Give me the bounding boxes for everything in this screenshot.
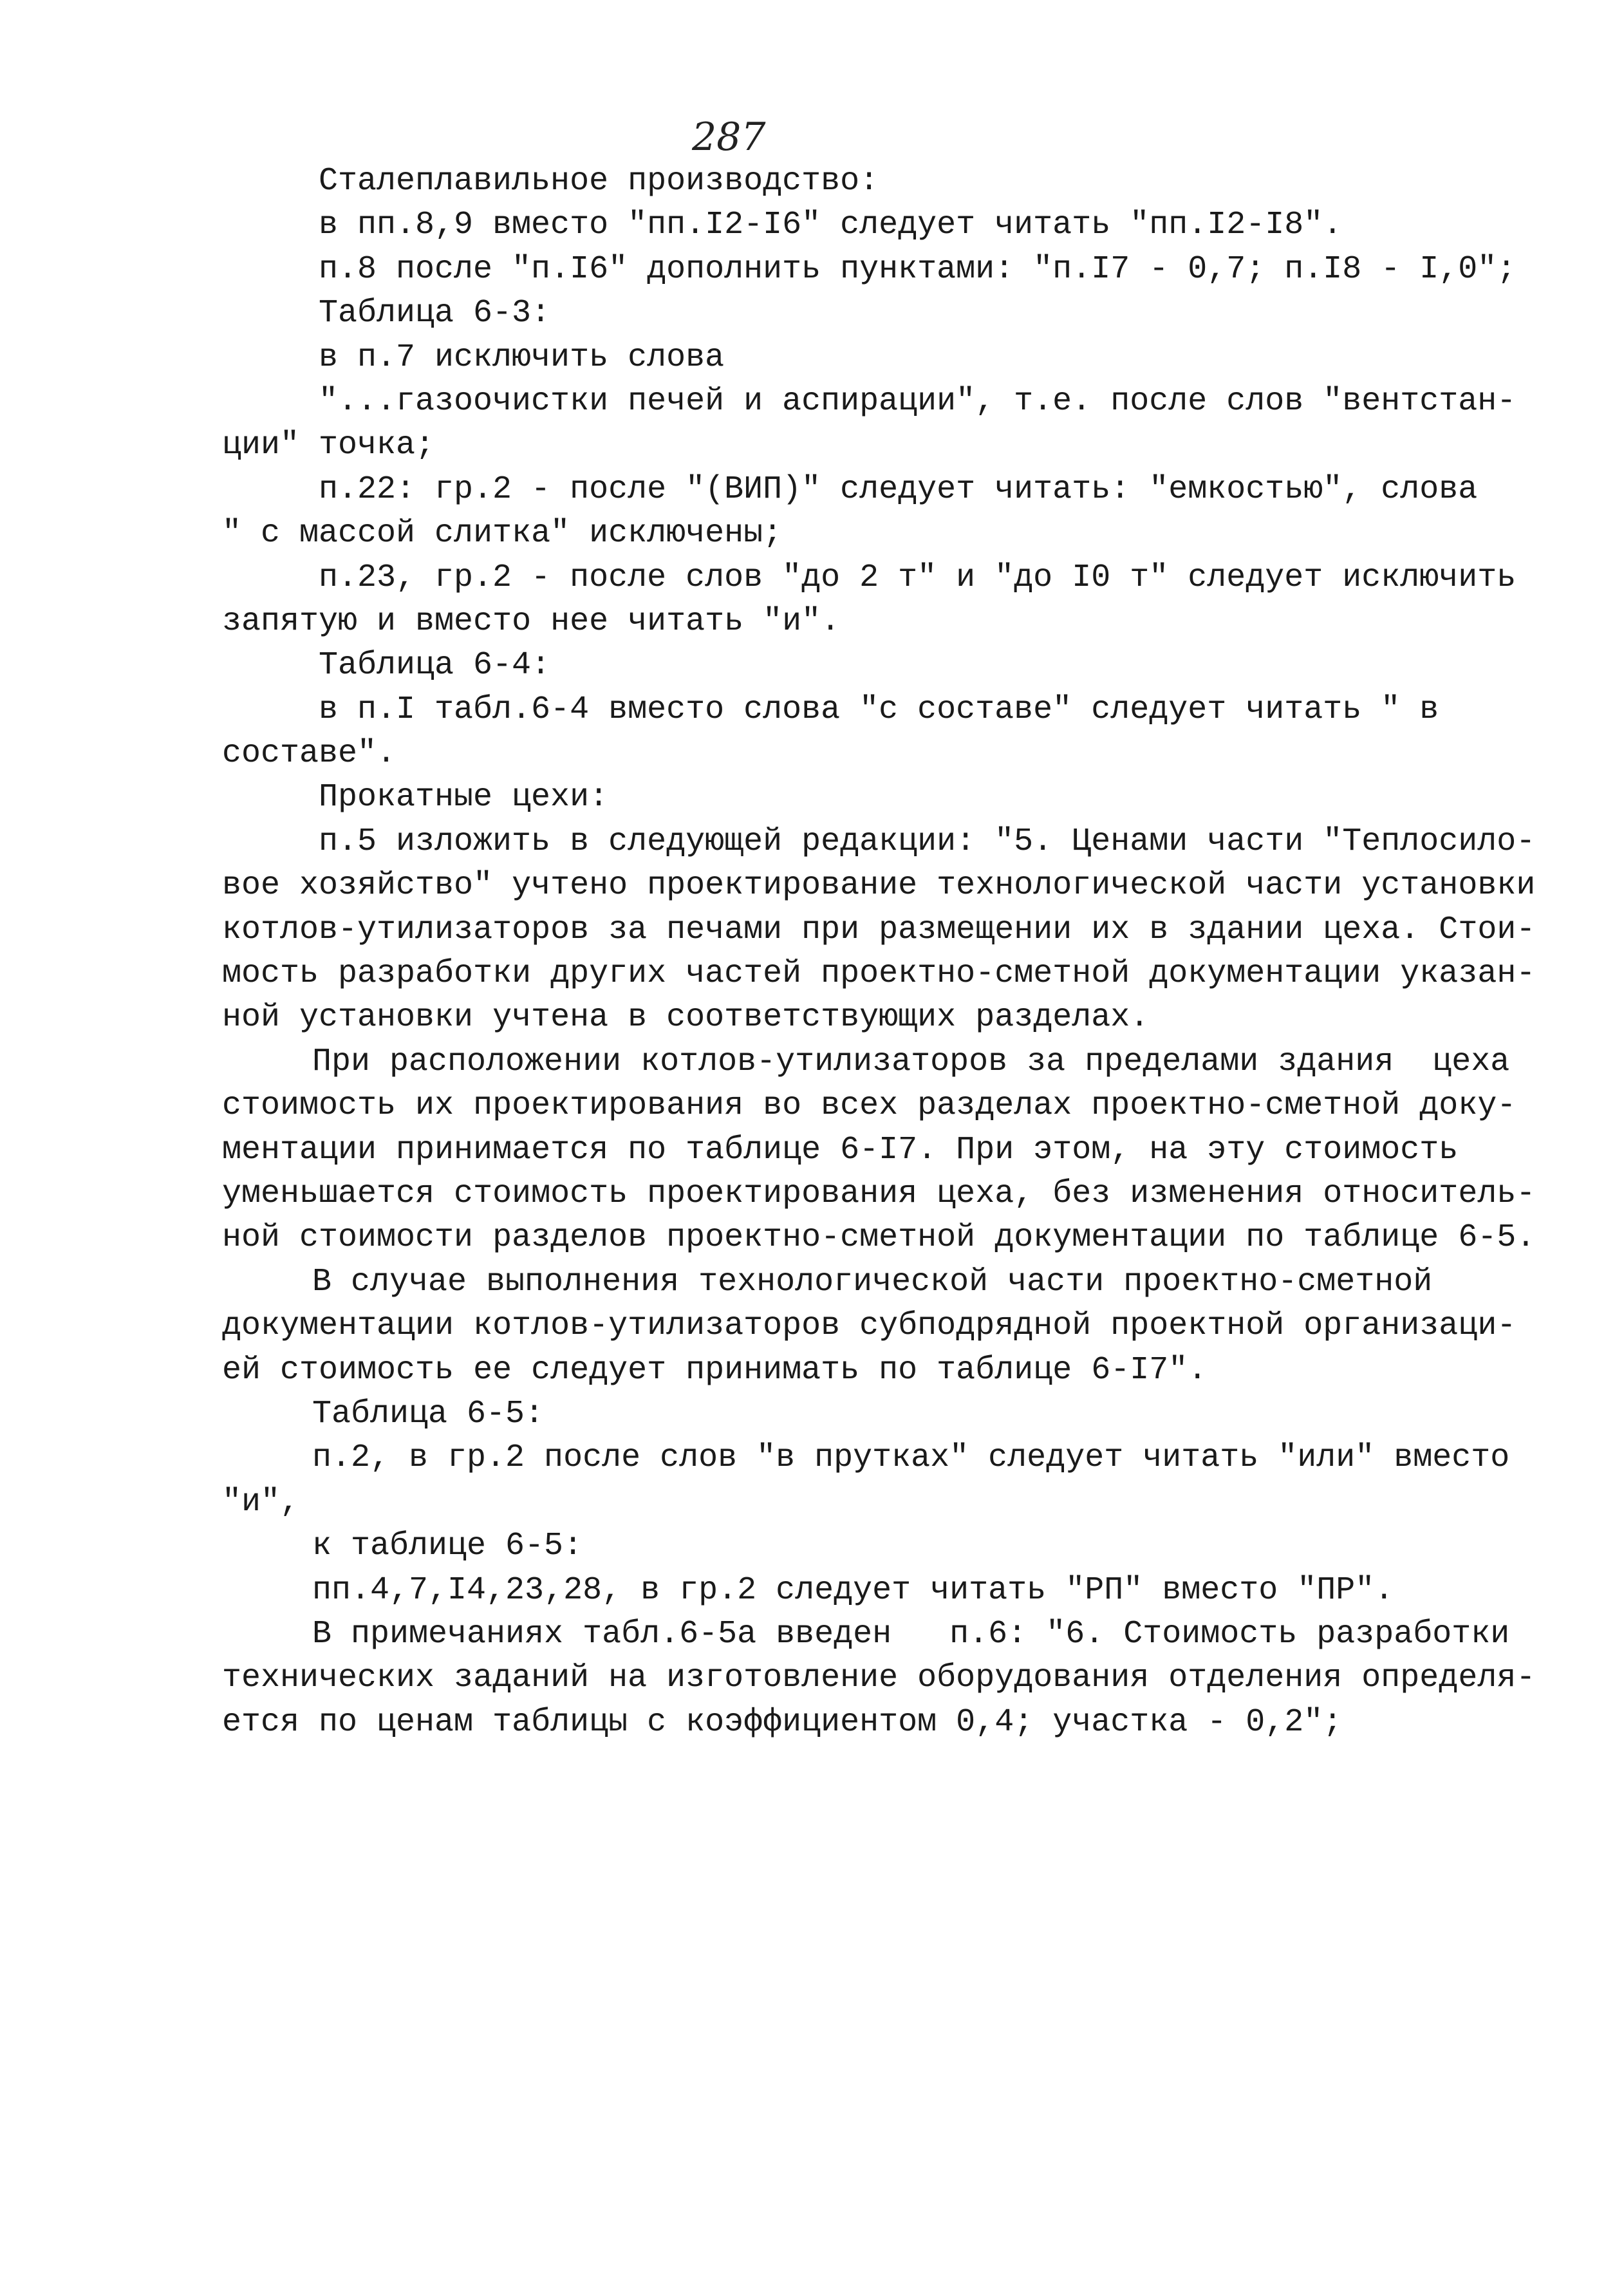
- text-line: п.8 после "п.I6" дополнить пунктами: "п.I7 - 0,7; п.I8 - I,0";: [319, 250, 1517, 288]
- text-line: При расположении котлов-утилизаторов за пределами здания цеха: [312, 1043, 1510, 1080]
- text-line: стоимость их проектирования во всех разделах проектно-сметной доку-: [222, 1087, 1517, 1125]
- text-line: В примечаниях табл.6-5а введен п.6: "6. Стоимость разработки: [312, 1615, 1510, 1653]
- text-line: уменьшается стоимость проектирования цеха, без изменения относитель-: [222, 1175, 1536, 1212]
- text-line: пп.4,7,I4,23,28, в гр.2 следует читать "РП" вместо "ПР".: [312, 1571, 1394, 1609]
- text-line: вое хозяйство" учтено проектирование технологической части установки: [222, 867, 1536, 904]
- table-heading-6-5: Таблица 6-5:: [312, 1395, 545, 1432]
- text-line: технических заданий на изготовление оборудования отделения определя-: [222, 1660, 1536, 1697]
- text-line: котлов-утилизаторов за печами при размещении их в здании цеха. Стои-: [222, 911, 1536, 948]
- text-line: п.2, в гр.2 после слов "в прутках" следует читать "или" вместо: [312, 1439, 1510, 1477]
- text-line: "и",: [222, 1483, 300, 1521]
- table-heading-6-3: Таблица 6-3:: [319, 295, 551, 332]
- text-line: в п.I табл.6-4 вместо слова "с составе" следует читать " в: [319, 691, 1439, 728]
- text-line: в пп.8,9 вместо "пп.I2-I6" следует читать "пп.I2-I8".: [319, 207, 1343, 244]
- text-line: мость разработки других частей проектно-сметной документации указан-: [222, 955, 1536, 993]
- text-line: ется по ценам таблицы с коэффициентом 0,4; участка - 0,2";: [222, 1703, 1343, 1741]
- text-line: "...газоочистки печей и аспирации", т.е. после слов "вентстан-: [319, 382, 1517, 420]
- text-line: В случае выполнения технологической части проектно-сметной: [312, 1263, 1433, 1300]
- text-line: составе".: [222, 735, 397, 773]
- section-heading-rolling-shops: Прокатные цехи:: [319, 779, 609, 816]
- text-line: " с массой слитка" исключены;: [222, 515, 783, 552]
- page-number: 287: [692, 115, 766, 160]
- text-line: ной установки учтена в соответствующих разделах.: [222, 999, 1150, 1036]
- text-line: п.23, гр.2 - после слов "до 2 т" и "до I0 т" следует исключить: [319, 559, 1517, 596]
- text-line: п.5 изложить в следующей редакции: "5. Ценами части "Теплосило-: [319, 823, 1536, 860]
- text-line: документации котлов-утилизаторов субподрядной проектной организаци-: [222, 1307, 1517, 1345]
- text-line: в п.7 исключить слова: [319, 339, 725, 376]
- text-line: ной стоимости разделов проектно-сметной документации по таблице 6-5.: [222, 1219, 1536, 1257]
- text-line: ментации принимается по таблице 6-I7. При этом, на эту стоимость: [222, 1131, 1459, 1168]
- section-heading-steelmaking: Сталеплавильное производство:: [319, 163, 879, 200]
- text-line: п.22: гр.2 - после "(ВИП)" следует читать: "емкостью", слова: [319, 471, 1478, 508]
- document-body: [222, 160, 1536, 1745]
- text-line: запятую и вместо нее читать "и".: [222, 603, 841, 640]
- text-line: к таблице 6-5:: [312, 1528, 583, 1565]
- text-line: ции" точка;: [222, 427, 435, 464]
- text-line: ей стоимость ее следует принимать по таблице 6-I7".: [222, 1351, 1208, 1389]
- table-heading-6-4: Таблица 6-4:: [319, 647, 551, 684]
